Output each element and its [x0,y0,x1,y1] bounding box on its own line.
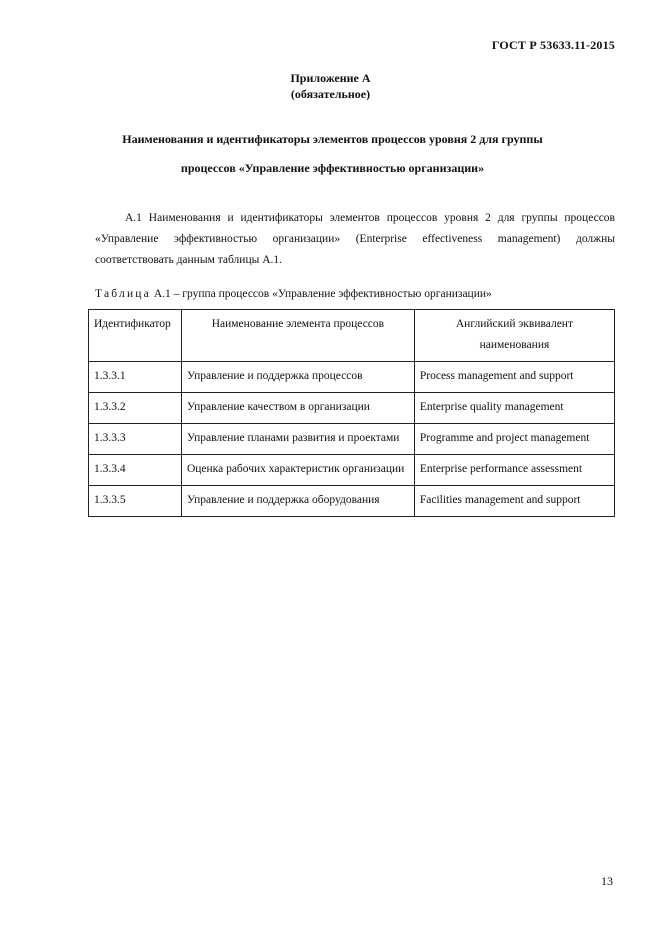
process-table [88,309,615,517]
document-code: ГОСТ Р 53633.11-2015 [491,38,615,52]
table-row [89,455,615,486]
page-number: 13 [601,874,613,888]
table-row [89,393,615,424]
appendix-heading [0,70,661,102]
cell-identifier: 1.3.3.4 [89,455,182,486]
cell-element-name: Оценка рабочих характеристик организации [181,455,414,486]
cell-identifier: 1.3.3.3 [89,424,182,455]
cell-element-name: Управление планами развития и проектами [181,424,414,455]
cell-english-name: Process management and support [414,362,614,393]
cell-english-name: Programme and project management [414,424,614,455]
body-paragraph: А.1 Наименования и идентификаторы элементов процессов уровня 2 для группы процессов «Управление эффективностью организации» (Enterprise effectiveness management) должны соответствовать данным таблицы А.1. [95,212,615,266]
section-title [60,125,605,183]
header-element-name: Наименование элемента процессов [181,310,414,362]
appendix-status: (обязательное) [290,87,371,101]
table-caption-text: А.1 – группа процессов «Управление эффективностью организации» [150,288,492,300]
table-row [89,486,615,517]
table-header-row [89,310,615,362]
cell-identifier: 1.3.3.1 [89,362,182,393]
cell-english-name: Enterprise performance assessment [414,455,614,486]
cell-element-name: Управление и поддержка процессов [181,362,414,393]
cell-english-name: Facilities management and support [414,486,614,517]
cell-element-name: Управление и поддержка оборудования [181,486,414,517]
section-title-line-2: процессов «Управление эффективностью организации» [180,161,485,175]
cell-identifier: 1.3.3.2 [89,393,182,424]
cell-identifier: 1.3.3.5 [89,486,182,517]
table-row [89,362,615,393]
appendix-title: Приложение А [290,71,371,85]
header-english-equivalent: Английский эквивалент наименования [414,310,614,362]
cell-english-name: Enterprise quality management [414,393,614,424]
table-caption-label: Таблица [95,288,151,300]
header-identifier: Идентификатор [89,310,182,362]
table-row [89,424,615,455]
cell-element-name: Управление качеством в организации [181,393,414,424]
section-title-line-1: Наименования и идентификаторы элементов процессов уровня 2 для группы [122,132,543,146]
table-caption [95,288,492,300]
